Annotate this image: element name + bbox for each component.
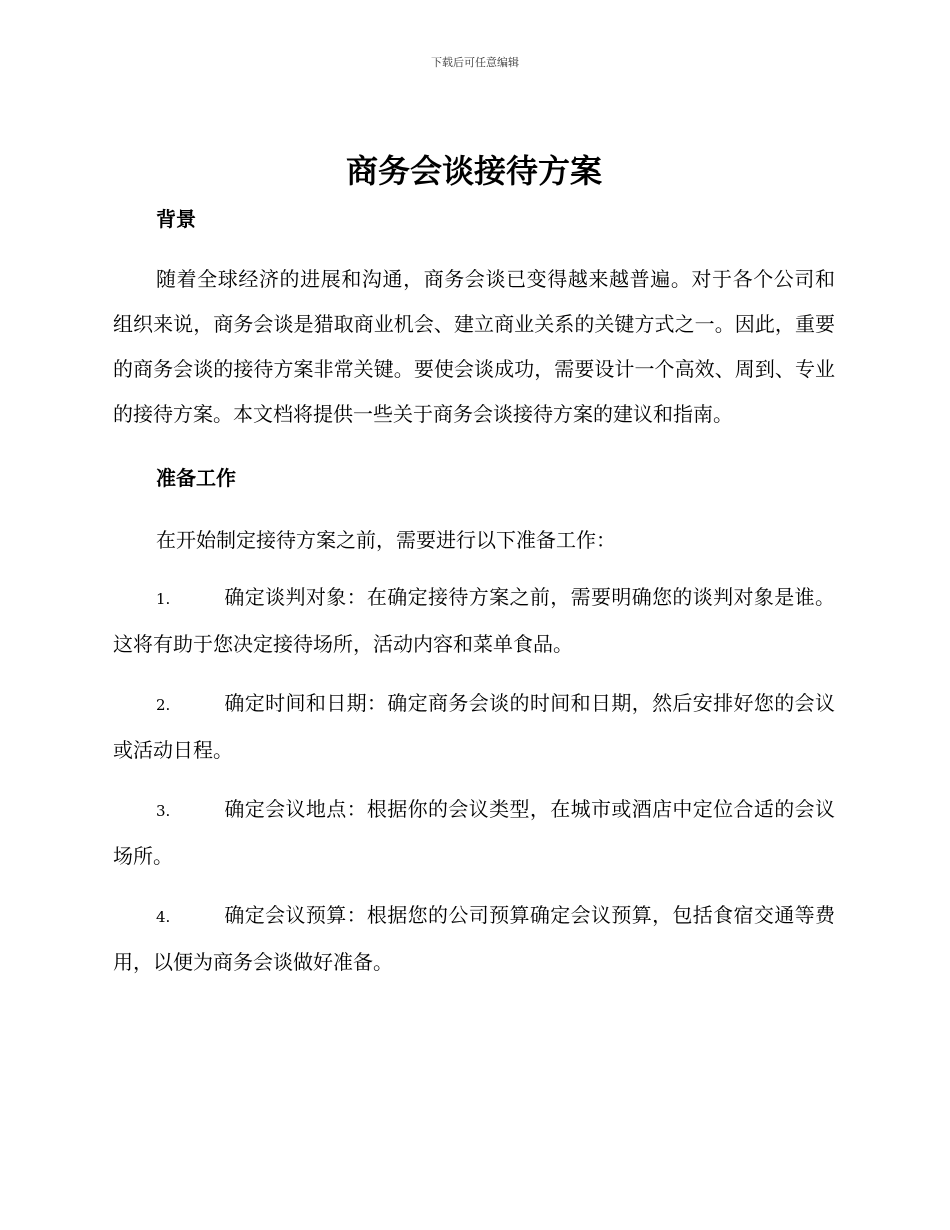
list-item-text: 确定会议地点：根据你的会议类型，在城市或酒店中定位合适的会议场所。 — [113, 797, 835, 868]
list-item-number: 3. — [156, 802, 171, 820]
list-item — [113, 681, 835, 773]
list-item-text: 确定会议预算：根据您的公司预算确定会议预算，包括食宿交通等费用，以便为商务会谈做好准备。 — [113, 903, 835, 974]
document-title: 商务会谈接待方案 — [345, 152, 602, 190]
list-item-number: 1. — [156, 590, 171, 608]
list-item-number: 2. — [156, 696, 171, 714]
section-heading-preparation: 准备工作 — [156, 466, 236, 490]
list-item — [113, 575, 835, 667]
list-item-text: 确定谈判对象：在确定接待方案之前，需要明确您的谈判对象是谁。这将有助于您决定接待场所，活动内容和菜单食品。 — [113, 585, 835, 656]
preparation-intro: 在开始制定接待方案之前，需要进行以下准备工作： — [156, 528, 616, 552]
document-body — [113, 148, 835, 985]
list-item-number: 4. — [156, 908, 171, 926]
list-item — [113, 893, 835, 985]
list-item-text: 确定时间和日期：确定商务会谈的时间和日期，然后安排好您的会议或活动日程。 — [113, 691, 835, 762]
section-heading-background: 背景 — [156, 207, 196, 231]
list-item — [113, 787, 835, 879]
background-paragraph: 随着全球经济的进展和沟通，商务会谈已变得越来越普遍。对于各个公司和组织来说，商务会谈是猎取商业机会、建立商业关系的关键方式之一。因此，重要的商务会谈的接待方案非常关键。要使会谈成功，需要设计一个高效、周到、专业的接待方案。本文档将提供一些关于商务会谈接待方案的建议和指南。 — [113, 267, 835, 426]
header-note: 下载后可任意编辑 — [431, 56, 519, 69]
